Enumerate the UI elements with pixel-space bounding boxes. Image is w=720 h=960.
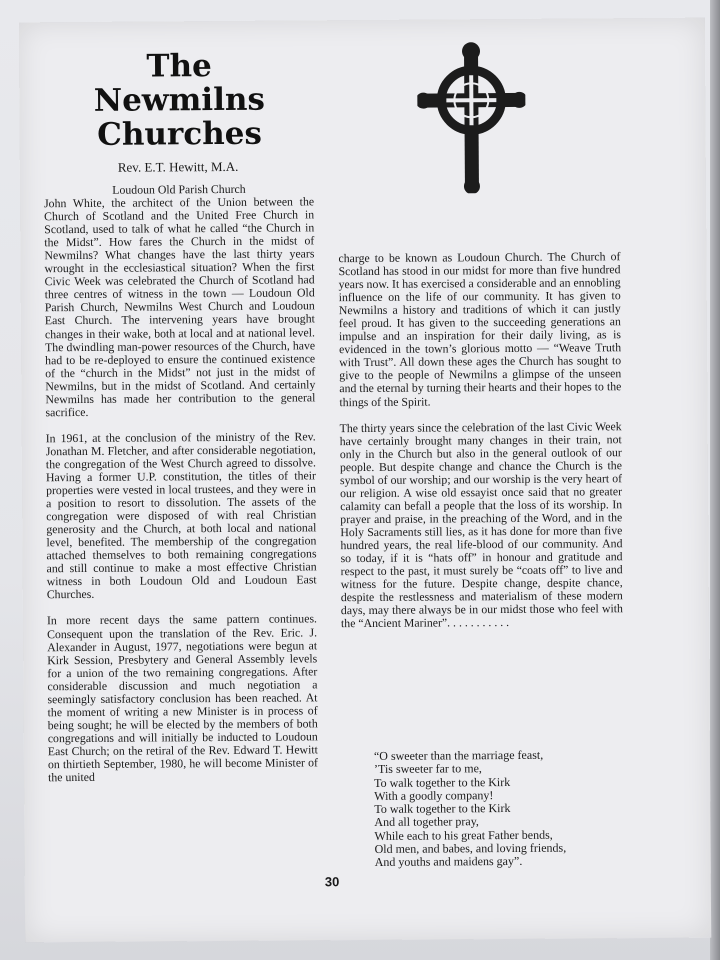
paragraph: In more recent days the same pattern continues. Consequent upon the translation of the Rev. Eric. J. Alexander in August, 1977, negotiations were begun at Kirk Session, Presbytery and General Assembly levels for a union of the two remaining congregations. After considerable discussion and much negotiation a seemingly satisfactory conclusion has been reached. At the moment of writing a new Minister is in process of being sought; he will be elected by the members of both congregations and will initially be inducted to Loudoun East Church; on the retiral of the Rev. Edward T. Hewitt on thirtieth September, 1980, he will become Minister of the united — [46, 611, 319, 785]
poem-line: ’Tis sweeter far to me, — [373, 761, 482, 777]
section-heading: Loudoun Old Parish Church — [112, 181, 246, 197]
title-line: Newmilns — [93, 81, 266, 119]
title-line: The — [146, 48, 212, 85]
left-column — [44, 182, 318, 797]
poem-line: With a goodly company! — [374, 788, 494, 803]
magazine-page — [19, 18, 711, 943]
poem-line: While each to his great Father bends, — [374, 827, 553, 843]
author-byline: Rev. E.T. Hewitt, M.A. — [117, 158, 239, 175]
poem-line: To walk together to the Kirk — [374, 774, 511, 790]
article-title — [79, 49, 280, 152]
poem-line: And youths and maidens gay”. — [374, 854, 523, 870]
celtic-cross-icon — [417, 41, 526, 194]
page-number: 30 — [324, 874, 340, 890]
paragraph: The thirty years since the celebration of the last Civic Week have certainly brought many changes in their train, not only in the Church but also in the general outlook of our people. But despite change and chance the Church is the symbol of our worship; and our worship is the very heart of our religion. A wise old essayist once said that no greater calamity can befall a people that the loss of its worship. In prayer and praise, in the preaching of the Word, and in the Holy Sacraments still lies, as it has done for more than five hundred years, the real life-blood of our community. And so today, if it is “hats off” in honour and gratitude and respect to the past, it must surely be “coats off” to live and witness for the future. Despite change, despite chance, despite the restlessness and materialism of these modern days, may there always be in our midst those who feel with the “Ancient Mariner”. . . . . . . . . . . — [339, 418, 623, 631]
paragraph: John White, the architect of the Union between the Church of Scotland and the United Free Church in Scotland, used to talk of what he called “the Church in the Midst”. How fares the Church in the midst of Newmilns? What changes have the last thirty years wrought in the ecclesiastical situation? When the first Civic Week was celebrated the Church of Scotland had three centres of witness in the town — Loudoun Old Parish Church, Newmilns West Church and Loudoun East Church. The intervening years have brought changes in their wake, both at local and at national level. The dwindling man-power resources of the Church, have had to be re-deployed to ensure the continued existence of the “church in the Midst” not just in the midst of Newmilns, but in the midst of Scotland. And certainly Newmilns has made her contribution to the general sacrifice. — [44, 194, 316, 420]
title-line: Churches — [97, 115, 263, 153]
right-column — [338, 250, 623, 643]
paragraph: charge to be known as Loudoun Church. The Church of Scotland has stood in our midst for more than five hundred years now. It has exercised a considerable and an ennobling influence on the life of our community. It has given to Newmilns a history and traditions of which it can justly feel proud. It has given to the succeeding generations an impulse and an inspiration for their daily living, as is evidenced in the town’s glorious motto — “Weave Truth with Trust”. All down these ages the Church has sought to give to the people of Newmilns a glimpse of the unseen and the eternal by turning their hearts and their hopes to the things of the Spirit. — [338, 249, 622, 409]
poem-line: “O sweeter than the marriage feast, — [373, 747, 544, 763]
poem-quote — [374, 748, 635, 869]
poem-line: Old men, and babes, and loving friends, — [374, 840, 567, 857]
paragraph: In 1961, at the conclusion of the ministry of the Rev. Jonathan M. Fletcher, and after considerable negotiation, the congregation of the West Church agreed to dissolve. Having a former U.P. constitution, the titles of their properties were vested in local trustees, and they were in a position to resort to dissolution. The assets of the congregation were disposed of with real Christian generosity and the Church, at both local and national level, benefited. The membership of the congregation attached themselves to both remaining congregations and still continue to make a most effective Christian witness in both Loudoun Old and Loudoun East Churches. — [45, 429, 317, 602]
poem-line: And all together pray, — [374, 814, 479, 830]
page-edge — [710, 0, 720, 960]
poem-line: To walk together to the Kirk — [374, 801, 511, 817]
